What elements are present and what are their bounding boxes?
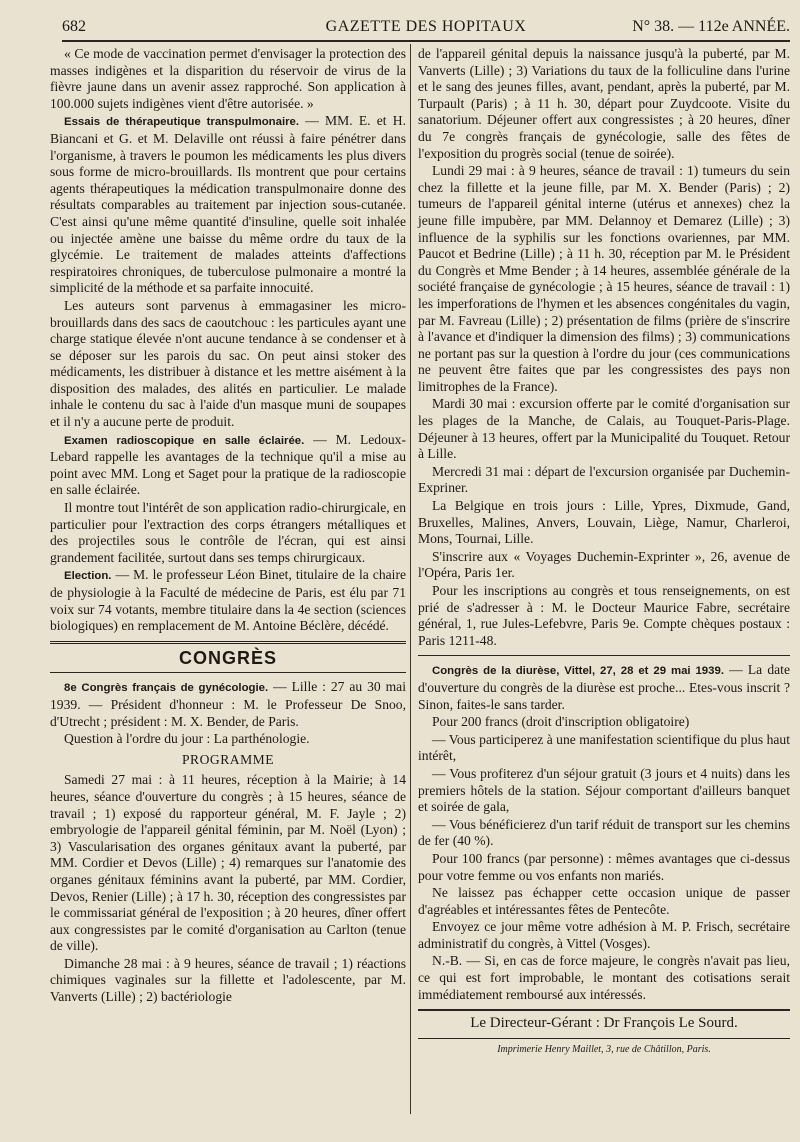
section-rule bbox=[50, 641, 406, 644]
therapeutique-rubric: Essais de thérapeutique transpulmonaire. bbox=[64, 116, 300, 129]
election-paragraph bbox=[50, 567, 406, 634]
belgique-paragraph: La Belgique en trois jours : Lille, Ypres, Dixmude, Gand, Bruxelles, Malines, Anvers, Louvain, Liège, Namur, Charleroi, Mons, Tournai, Lille. bbox=[418, 498, 790, 547]
dimanche-paragraph: Dimanche 28 mai : à 9 heures, séance de travail ; 1) réactions chimiques vaginales sur la fillette et l'adolescente, par M. Vanverts (Lille) ; 2) bactériologie bbox=[50, 955, 406, 1005]
samedi-paragraph: Samedi 27 mai : à 11 heures, réception à la Mairie; à 14 heures, séance d'ouverture du congrès ; à 15 heures, séance de travail ; 1) exposé du rapporteur général, M. F. Jayle ; 2) embryologie de l'appareil génital féminin, par M. Noël (Lyon) ; 3) Vascularisation des organes génitaux avant la puberté, par MM. Cordier et Devos (Lille) ; 4) remarques sur l'anatomie des organes génitaux féminins avant la puberté, par MM. Cordier, Devos, Renier (Lille) ; à 17 h. 30, réception des congressistes par le commissariat général de l'exposition ; à 20 heures, dîner offert aux congressistes par le comité d'organisation au Carlton (tenue de ville). bbox=[50, 772, 406, 954]
gynecologie-paragraph bbox=[50, 679, 406, 730]
gynecologie-text: — Lille : 27 au 30 mai 1939. — Président d'honneur : M. le Professeur De Snoo, d'Utrecht ; président : M. X. Bender, de Paris. bbox=[50, 679, 406, 729]
nota-bene-paragraph: N.-B. — Si, en cas de force majeure, le congrès n'avait pas lieu, ce qui est fort improbable, le montant des cotisations serait immédiatement remboursé aux intéressés. bbox=[418, 953, 790, 1002]
issue-number: N° 38. — 112e ANNÉE. bbox=[632, 18, 790, 35]
gynecologie-rubric: 8e Congrès français de gynécologie. bbox=[64, 682, 269, 695]
tarif-100-paragraph: Pour 100 francs (par personne) : mêmes avantages que ci-dessus pour votre femme ou vos enfants non mariés. bbox=[418, 850, 790, 883]
section-rule-right bbox=[418, 655, 790, 656]
laissez-paragraph: Ne laissez pas échapper cette occasion unique de passer d'agréables et intéressantes fêtes de Pentecôte. bbox=[418, 885, 790, 917]
mercredi-paragraph: Mercredi 31 mai : départ de l'excursion organisée par Duchemin-Expriner. bbox=[418, 463, 790, 496]
congres-heading: CONGRÈS bbox=[178, 647, 277, 668]
therapeutique-text: — MM. E. et H. Biancani et G. et M. Delaville ont réussi à faire pénétrer dans l'organisme, à travers le poumon les médicaments les plus divers sous forme de micro-brouillards. Ils montrent que pour certains agents thérapeutiques la médication transpulmonaire donne des résultats comparables au traitement par injection sous-cutanée. C'est ainsi qu'une même quantité d'insuline, quelle soit inhalée ou injectée amène une baisse du même ordre du taux de la glycémie. Le traitement de malades atteints d'affections respiratoires chroniques, de tuberculose pulmonaire a montré la simplicité de la méthode et sa parfaite innocuité. bbox=[50, 113, 406, 296]
radioscopie-paragraph bbox=[50, 432, 406, 499]
participerez-paragraph: — Vous participerez à une manifestation scientifique du plus haut intérêt, bbox=[418, 731, 790, 764]
therapeutique-paragraph bbox=[50, 113, 406, 297]
column-divider bbox=[410, 44, 411, 1114]
micro-brouillards-paragraph: Les auteurs sont parvenus à emmagasiner les micro-brouillards dans des sacs de caoutchouc : les particules ayant une charge statique élevée n'ont aucune tendance à se condenser et à se déposer sur les parois du sac. On peut ainsi stoker des médicaments, les distribuer à distance et les mettre aisément à la disposition des malades, des alités en particulier. Le malade inhale le contenu du sac à l'aide d'un masque muni de soupapes et il n'y a aucune perte de produit. bbox=[50, 297, 406, 430]
page-header bbox=[62, 14, 790, 42]
election-rubric: Election. bbox=[64, 570, 112, 583]
lundi-paragraph: Lundi 29 mai : à 9 heures, séance de travail : 1) tumeurs du sein chez la fillette et la jeune fille, par M. X. Bender (Paris) ; 2) tumeurs de l'appareil génital interne (utérus et annexes) chez la jeune fille impubère, par MM. Delannoy et Demarez (Lille) ; 3) influence de la syphilis sur les fonctions ovariennes, par MM. Paucot et Bedrine (Lille) ; à 11 h. 30, réception par M. le Président du Congrès et Mme Bender ; à 14 heures, assemblée générale de la société française de gynécologie ; à 15 heures, séance de travail : 1) les imperforations de l'hymen et les absences congénitales du vagin, par M. Favreau (Lille) ; 2) présentation de films (prière de s'inscrire à l'avance et d'indiquer la dimension des films) ; 3) communications ne portant pas sur la question à l'ordre du jour (ces communications ne peuvent être faites que par les congressistes des pays non limitrophes de la France). bbox=[418, 163, 790, 394]
inscrire-paragraph: S'inscrire aux « Voyages Duchemin-Exprinter », 26, avenue de l'Opéra, Paris 1er. bbox=[418, 548, 790, 581]
beneficierez-paragraph: — Vous bénéficierez d'un tarif réduit de transport sur les chemins de fer (40 %). bbox=[418, 816, 790, 849]
journal-title: GAZETTE DES HOPITAUX bbox=[325, 18, 527, 35]
programme-heading: PROGRAMME bbox=[181, 751, 275, 767]
section-rule-thin bbox=[50, 672, 406, 673]
continuation-paragraph: de l'appareil génital depuis la naissance jusqu'à la puberté, par M. Vanverts (Lille) ; 3) Variations du taux de la folliculine dans l'urine et le sang des jeunes filles, avant, pendant, après la puberté, par M. Turpault (Paris) ; à 11 h. 30, départ pour Zuydcoote. Visite du sanatorium. Déjeuner offert aux congressistes ; à 20 heures, dîner du 7e congrès français de gynécologie, salle des fêtes de l'exposition du progrès social (tenue de soirée). bbox=[418, 46, 790, 161]
right-column bbox=[418, 46, 790, 1058]
left-column bbox=[50, 46, 406, 1007]
vaccination-quote: « Ce mode de vaccination permet d'envisager la protection des masses indigènes et la disparition du réservoir de virus de la fièvre jaune dans un avenir assez rapproché. Son application à 100.000 sujets indigènes vient d'être autorisée. » bbox=[50, 46, 406, 111]
profiterez-paragraph: — Vous profiterez d'un séjour gratuit (3 jours et 4 nuits) dans les premiers hôtels de la station. Séjour comportant d'ailleurs banquet et soirée de gala, bbox=[418, 765, 790, 815]
radioscopie-rubric: Examen radioscopique en salle éclairée. bbox=[64, 434, 305, 447]
radioscopie-text: — M. Ledoux-Lebard rappelle les avantages de la technique qu'il a mise au point avec MM. Long et Saget pour la pratique de la radioscopie en salle éclairée. bbox=[50, 431, 406, 498]
director-signature: Le Directeur-Gérant : Dr François Le Sourd. bbox=[418, 1009, 790, 1032]
diurese-paragraph bbox=[418, 662, 790, 713]
tarif-200-paragraph: Pour 200 francs (droit d'inscription obligatoire) bbox=[432, 714, 690, 730]
page-number: 682 bbox=[62, 18, 86, 35]
mardi-paragraph: Mardi 30 mai : excursion offerte par le comité d'organisation sur les plages de la Manche, de Calais, au Touquet-Paris-Plage. Déjeuner à 13 heures, offert par la Municipalité du Touquet. Retour à Lille. bbox=[418, 396, 790, 462]
diurese-text: — La date d'ouverture du congrès de la diurèse est proche... Etes-vous inscrit ? Sinon, faites-le sans tarder. bbox=[418, 662, 790, 712]
question-ordre-du-jour: Question à l'ordre du jour : La parthénologie. bbox=[64, 731, 310, 747]
diurese-rubric: Congrès de la diurèse, Vittel, 27, 28 et 29 mai 1939. bbox=[432, 665, 724, 678]
radio-chirurgicale-paragraph: Il montre tout l'intérêt de son application radio-chirurgicale, en particulier pour l'extraction des corps étrangers métalliques et des projectiles sous le contrôle de l'écran, qui est ainsi grandement facilitée, surtout dans ses temps chirurgicaux. bbox=[50, 500, 406, 565]
inscriptions-paragraph: Pour les inscriptions au congrès et tous renseignements, on est prié de s'adresser à : M. le Docteur Maurice Fabre, secrétaire général, 1, rue Jules-Lefebvre, Paris 9e. Compte chèques postaux : Paris 1211-48. bbox=[418, 583, 790, 648]
envoyez-paragraph: Envoyez ce jour même votre adhésion à M. P. Frisch, secrétaire administratif du congrès, à Vittel (Vosges). bbox=[418, 919, 790, 951]
printer-imprint: Imprimerie Henry Maillet, 3, rue de Châtillon, Paris. bbox=[418, 1038, 790, 1059]
election-text: — M. le professeur Léon Binet, titulaire de la chaire de physiologie à la Faculté de médecine de Paris, est élu par 71 voix sur 74 votants, membre titulaire dans la 4e section (sciences biologiques) en remplacement de M. Antoine Béclère, décédé. bbox=[50, 567, 406, 634]
